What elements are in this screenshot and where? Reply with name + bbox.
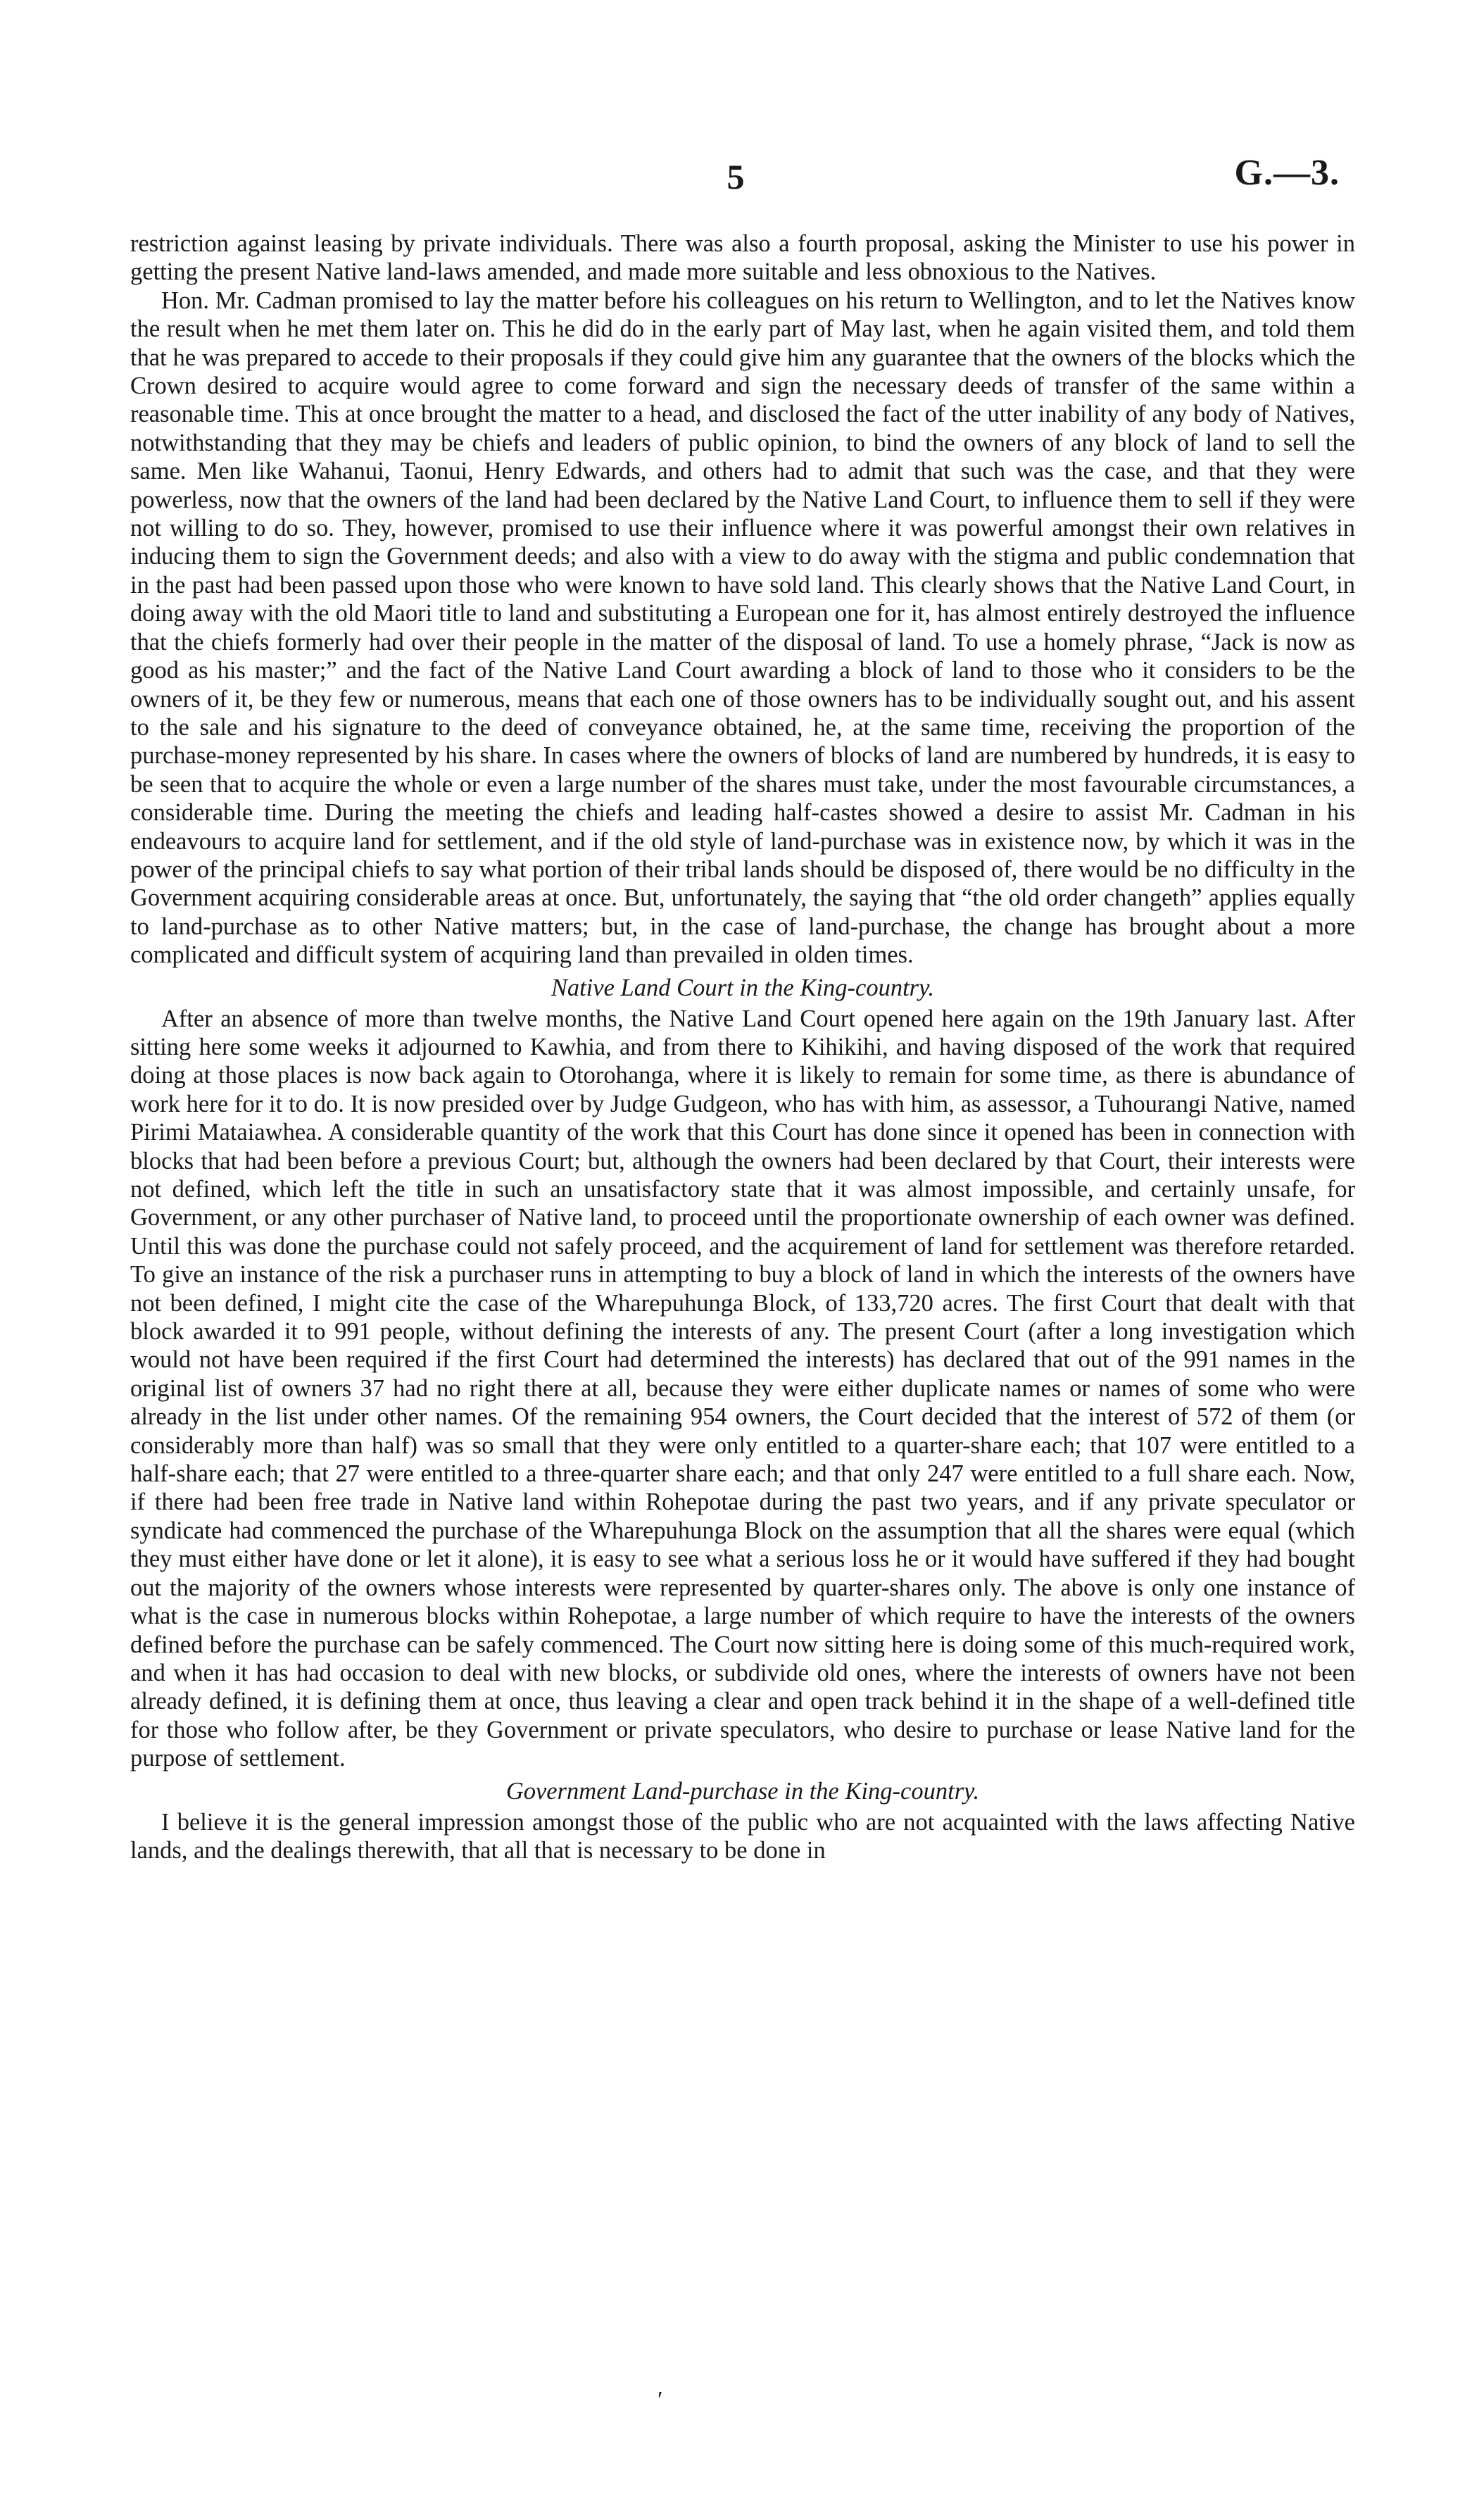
page-number: 5 [726,157,745,196]
paragraph-land-purchase: I believe it is the general impression amongst those of the public who are not acquainted with the laws affecting Native lands, and the dealings therewith, that all that is necessary to be done in [130,1808,1355,1864]
document-body [130,230,1355,1864]
paragraph-cadman-meeting: Hon. Mr. Cadman promised to lay the matter before his colleagues on his return to Wellington, and to let the Natives know the result when he met them later on. This he did do in the early part of May last, when he again visited them, and told them that he was prepared to accede to their proposals if they could give him any guarantee that the owners of the blocks which the Crown desired to acquire would agree to come forward and sign the necessary deeds of transfer of the same within a reasonable time. This at once brought the matter to a head, and disclosed the fact of the utter inability of any body of Natives, notwithstanding that they may be chiefs and leaders of public opinion, to bind the owners of any block of land to sell the same. Men like Wahanui, Taonui, Henry Edwards, and others had to admit that such was the case, and that they were powerless, now that the owners of the land had been declared by the Native Land Court, to influence them to sell if they were not willing to do so. They, however, promised to use their influence where it was powerful amongst their own relatives in inducing them to sign the Government deeds; and also with a view to do away with the stigma and public condemnation that in the past had been passed upon those who were known to have sold land. This clearly shows that the Native Land Court, in doing away with the old Maori title to land and substituting a European one for it, has almost entirely destroyed the influence that the chiefs formerly had over their people in the matter of the disposal of land. To use a homely phrase, “Jack is now as good as his master;” and the fact of the Native Land Court awarding a block of land to those who it considers to be the owners of it, be they few or numerous, means that each one of those owners has to be individually sought out, and his assent to the sale and his signature to the deed of conveyance obtained, he, at the same time, receiving the proportion of the purchase-money represented by his share. In cases where the owners of blocks of land are numbered by hundreds, it is easy to be seen that to acquire the whole or even a large number of the shares must take, under the most favourable circumstances, a considerable time. During the meeting the chiefs and leading half-castes showed a desire to assist Mr. Cadman in his endeavours to acquire land for settlement, and if the old style of land-purchase was in existence now, by which it was in the power of the principal chiefs to say what portion of their tribal lands should be disposed of, there would be no difficulty in the Government acquiring considerable areas at once. But, unfortunately, the saying that “the old order changeth” applies equally to land-purchase as to other Native matters; but, in the case of land-purchase, the change has brought about a more complicated and difficult system of acquiring land than prevailed in olden times. [130,287,1355,969]
section-heading-native-land-court: Native Land Court in the King-country. [551,974,935,1001]
footer-mark: ′ [656,2387,662,2413]
document-reference: G.—3. [1234,153,1340,193]
paragraph-continuation: restriction against leasing by private individuals. There was also a fourth proposal, asking the Minister to use his power in getting the present Native land-laws amended, and made more suitable and less obnoxious to the Natives. [130,230,1355,286]
section-heading-land-purchase: Government Land-purchase in the King-country. [505,1777,980,1805]
paragraph-land-court: After an absence of more than twelve months, the Native Land Court opened here again on the 19th January last. After sitting here some weeks it adjourned to Kawhia, and from there to Kihikihi, and having disposed of the work that required doing at those places is now back again to Otorohanga, where it is likely to remain for some time, as there is abundance of work here for it to do. It is now presided over by Judge Gudgeon, who has with him, as assessor, a Tuhourangi Native, named Pirimi Mataiawhea. A considerable quantity of the work that this Court has done since it opened has been in connection with blocks that had been before a previous Court; but, although the owners had been declared by that Court, their interests were not defined, which left the title in such an unsatisfactory state that it was almost impossible, and certainly unsafe, for Government, or any other purchaser of Native land, to proceed until the proportionate ownership of each owner was defined. Until this was done the purchase could not safely proceed, and the acquirement of land for settlement was therefore retarded. To give an instance of the risk a purchaser runs in attempting to buy a block of land in which the interests of the owners have not been defined, I might cite the case of the Wharepuhunga Block, of 133,720 acres. The first Court that dealt with that block awarded it to 991 people, without defining the interests of any. The present Court (after a long investigation which would not have been required if the first Court had determined the interests) has declared that out of the 991 names in the original list of owners 37 had no right there at all, because they were either duplicate names or names of some who were already in the list under other names. Of the remaining 954 owners, the Court decided that the interest of 572 of them (or considerably more than half) was so small that they were only entitled to a quarter-share each; that 107 were entitled to a half-share each; that 27 were entitled to a three-quarter share each; and that only 247 were entitled to a full share each. Now, if there had been free trade in Native land within Rohepotae during the past two years, and if any private speculator or syndicate had commenced the purchase of the Wharepuhunga Block on the assumption that all the shares were equal (which they must either have done or let it alone), it is easy to see what a serious loss he or it would have suffered if they had bought out the majority of the owners whose interests were represented by quarter-shares only. The above is only one instance of what is the case in numerous blocks within Rohepotae, a large number of which require to have the interests of the owners defined before the purchase can be safely commenced. The Court now sitting here is doing some of this much-required work, and when it has had occasion to deal with new blocks, or subdivide old ones, where the interests of owners have not been already defined, it is defining them at once, thus leaving a clear and open track behind it in the shape of a well-defined title for those who follow after, be they Government or private speculators, who desire to purchase or lease Native land for the purpose of settlement. [130,1005,1355,1772]
